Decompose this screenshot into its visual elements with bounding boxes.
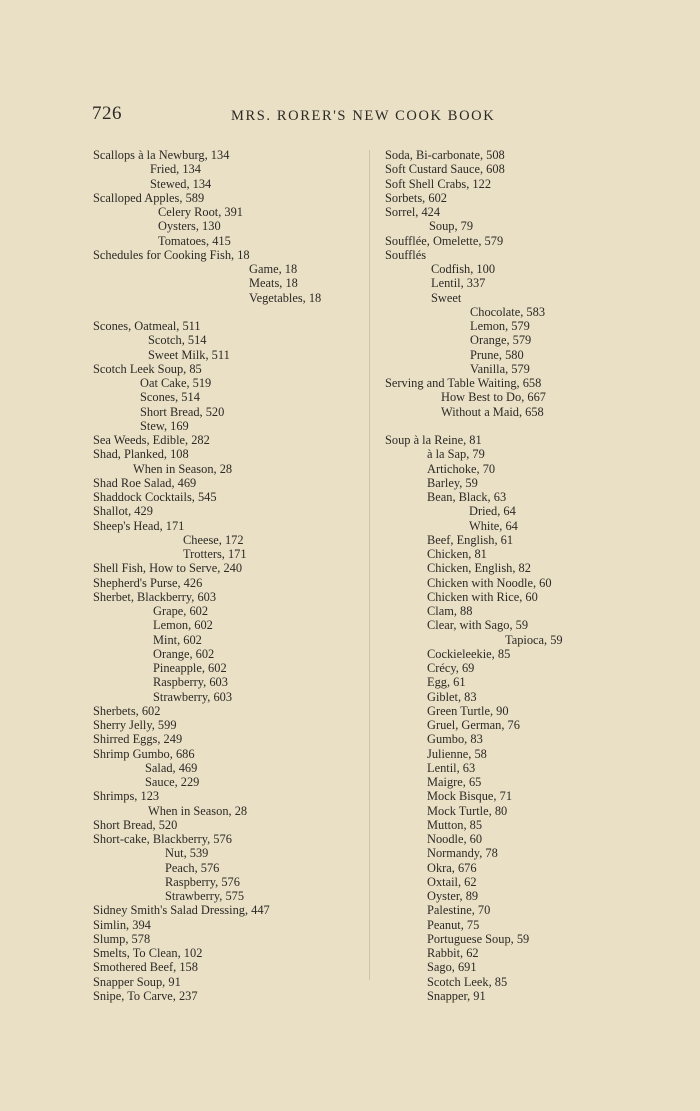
index-subentry: Pineapple, 602 [153,661,227,675]
index-subentry: Oxtail, 62 [427,874,477,889]
index-subentry: Stew, 169 [140,418,189,433]
index-entry: Sorrel, 424 [385,205,441,219]
index-subentry: Strawberry, 575 [165,889,245,903]
index-entry: Scallops à la Newburg, 134 [93,148,230,162]
index-subentry: Codfish, 100 [431,262,496,276]
index-subentry: Green Turtle, 90 [427,703,509,718]
index-entry: Shell Fish, How to Serve, 240 [93,561,243,576]
index-entry: Scones, Oatmeal, 511 [93,319,201,333]
index-subentry: Peanut, 75 [427,917,480,932]
index-subentry: Strawberry, 603 [153,689,233,704]
index-subentry: Celery Root, 391 [158,205,244,219]
index-entry: Soufflés [385,247,427,262]
index-subentry: Maigre, 65 [427,775,482,789]
index-subentry: Prune, 580 [470,347,524,362]
entry-gap [93,305,363,319]
index-subentry: Without a Maid, 658 [441,404,544,419]
index-entry: Scalloped Apples, 589 [93,190,205,205]
index-subentry: Chicken, 81 [427,547,487,561]
index-entry: Smothered Beef, 158 [93,960,198,975]
index-subentry: Lentil, 63 [427,760,476,775]
index-entry: Soft Shell Crabs, 122 [385,176,492,191]
index-subentry: When in Season, 28 [148,803,248,818]
index-subentry: Scotch, 514 [148,333,207,348]
index-subentry: When in Season, 28 [133,461,233,476]
index-subentry: White, 64 [469,518,518,533]
index-entry: Short-cake, Blackberry, 576 [93,832,232,846]
index-entry: Scotch Leek Soup, 85 [93,361,202,376]
index-entry: Serving and Table Waiting, 658 [385,376,542,390]
index-entry: Shad, Planked, 108 [93,447,189,462]
index-entry: Shrimp Gumbo, 686 [93,746,195,761]
index-subentry: Lemon, 579 [470,319,530,333]
index-subentry: Soup, 79 [429,219,474,234]
index-entry: Sorbets, 602 [385,190,447,205]
index-subentry: Peach, 576 [165,860,220,875]
index-entry: Sheep's Head, 171 [93,518,185,533]
index-entry: Short Bread, 520 [93,817,178,832]
index-entry: Sherbets, 602 [93,703,161,718]
index-subentry: Fried, 134 [150,162,201,177]
index-subentry: How Best to Do, 667 [441,390,546,405]
index-subentry: Clam, 88 [427,604,473,618]
index-subentry: Lentil, 337 [431,276,486,291]
index-subentry: Mock Bisque, 71 [427,789,513,804]
index-subentry: Short Bread, 520 [140,404,225,419]
index-subentry: Portuguese Soup, 59 [427,931,530,946]
index-subentry: Tapioca, 59 [505,632,563,647]
index-entry: Sherry Jelly, 599 [93,718,177,732]
running-head: MRS. RORER'S NEW COOK BOOK [231,108,496,124]
index-subentry: Mutton, 85 [427,817,483,832]
index-entry: Shallot, 429 [93,504,153,519]
index-subentry: Grape, 602 [153,604,209,618]
index-entry: Snapper Soup, 91 [93,974,181,989]
index-subentry: Chicken, English, 82 [427,561,531,576]
index-entry: Sidney Smith's Salad Dressing, 447 [93,903,270,918]
index-subentry: Giblet, 83 [427,689,477,704]
index-subentry: Raspberry, 603 [153,675,228,690]
index-subentry: Cheese, 172 [183,532,244,547]
index-subentry: Gumbo, 83 [427,732,483,747]
index-subentry: Tomatoes, 415 [158,233,231,248]
index-entry: Soup à la Reine, 81 [385,433,482,447]
index-subentry: Scones, 514 [140,390,200,405]
index-subentry: à la Sap, 79 [427,447,485,462]
index-subentry: Nut, 539 [165,846,209,861]
index-subentry: Cockieleekie, 85 [427,646,511,661]
index-entry: Sherbet, Blackberry, 603 [93,589,217,604]
index-subentry: Scotch Leek, 85 [427,974,508,989]
index-subentry: Oysters, 130 [158,219,221,234]
index-subentry: Normandy, 78 [427,846,498,861]
index-subentry: Barley, 59 [427,475,478,490]
index-subentry: Trotters, 171 [183,547,247,561]
index-subentry: Bean, Black, 63 [427,490,507,504]
index-subentry: Artichoke, 70 [427,461,496,476]
index-subentry: Orange, 579 [470,333,532,348]
index-subentry: Game, 18 [249,262,298,276]
entry-gap [385,419,617,433]
index-entry: Shepherd's Purse, 426 [93,575,203,590]
index-subentry: Chicken with Noodle, 60 [427,575,552,590]
index-entry: Soda, Bi-carbonate, 508 [385,148,505,162]
index-subentry: Dried, 64 [469,504,516,519]
index-subentry: Snapper, 91 [427,988,486,1003]
index-subentry: Oyster, 89 [427,889,479,903]
index-subentry: Noodle, 60 [427,832,483,846]
index-entry: Snipe, To Carve, 237 [93,988,198,1003]
index-subentry: Rabbit, 62 [427,946,479,960]
index-subentry: Egg, 61 [427,675,466,690]
column-divider [369,150,370,980]
index-subentry: Sauce, 229 [145,775,200,789]
index-column-right [385,148,617,1003]
index-column-left [93,148,363,1003]
index-entry: Shirred Eggs, 249 [93,732,183,747]
index-entry: Soufflée, Omelette, 579 [385,233,504,248]
index-subentry: Chicken with Rice, 60 [427,589,538,604]
index-entry: Shaddock Cocktails, 545 [93,490,217,504]
index-subentry: Crécy, 69 [427,661,475,675]
index-subentry: Salad, 469 [145,760,198,775]
index-subentry: Clear, with Sago, 59 [427,618,529,633]
index-subentry: Meats, 18 [249,276,298,291]
page-number: 726 [92,103,122,124]
index-entry: Shad Roe Salad, 469 [93,475,197,490]
index-entry: Shrimps, 123 [93,789,160,804]
index-entry: Sea Weeds, Edible, 282 [93,433,210,447]
index-subentry: Vegetables, 18 [249,290,322,305]
index-subentry: Mint, 602 [153,632,202,647]
index-subentry: Orange, 602 [153,646,215,661]
index-subentry: Stewed, 134 [150,176,212,191]
index-subentry: Raspberry, 576 [165,874,240,889]
index-subentry: Vanilla, 579 [470,361,530,376]
index-subentry: Sago, 691 [427,960,477,975]
index-entry: Soft Custard Sauce, 608 [385,162,505,177]
index-subentry: Oat Cake, 519 [140,376,212,390]
index-entry: Smelts, To Clean, 102 [93,946,203,960]
index-subentry: Sweet Milk, 511 [148,347,230,362]
index-subentry: Julienne, 58 [427,746,487,761]
index-subentry: Lemon, 602 [153,618,213,633]
index-subentry: Okra, 676 [427,860,477,875]
index-subentry: Beef, English, 61 [427,532,514,547]
index-subentry: Sweet [431,290,462,305]
index-entry: Slump, 578 [93,931,151,946]
index-subentry: Chocolate, 583 [470,304,546,319]
index-entry: Simlin, 394 [93,917,151,932]
index-subentry: Mock Turtle, 80 [427,803,508,818]
index-entry: Schedules for Cooking Fish, 18 [93,247,250,262]
index-subentry: Palestine, 70 [427,903,491,918]
index-subentry: Gruel, German, 76 [427,718,520,732]
